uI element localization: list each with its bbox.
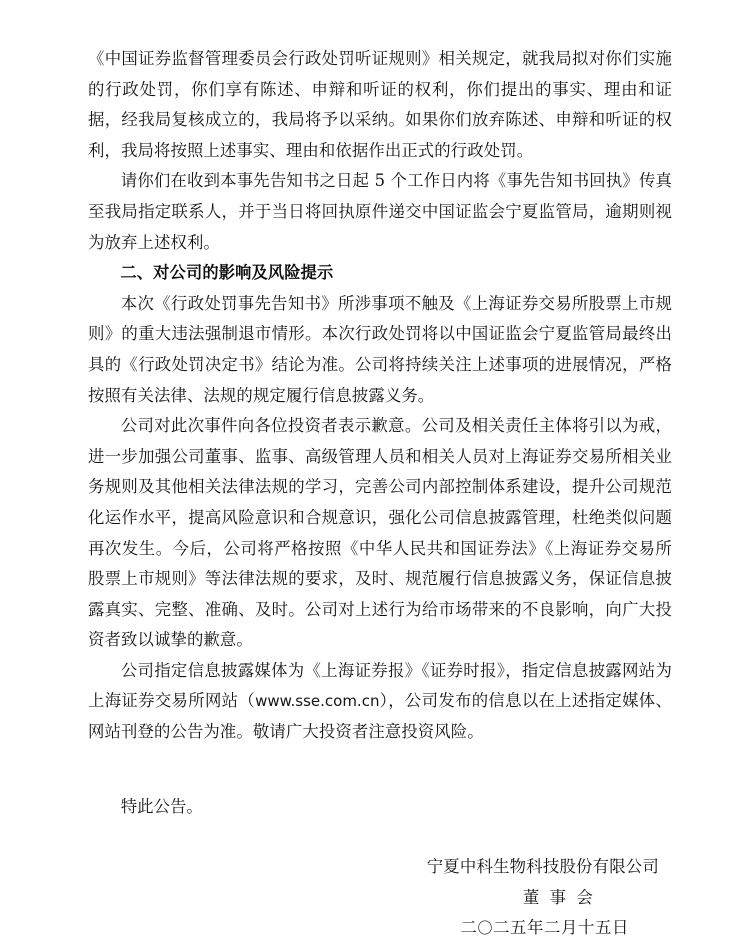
date-year-rest: 二五年二月十五日: [493, 918, 629, 938]
board-char-2: 事: [549, 887, 567, 907]
document-body: [88, 44, 672, 938]
closing-spacer: [88, 748, 672, 792]
date-year-prefix: 二: [460, 918, 478, 938]
paragraph-receipt-deadline-text-before: 请你们在收到本事先告知书之日起: [120, 171, 370, 191]
paragraph-apology-and-governance: 公司对此次事件向各位投资者表示歉意。公司及相关责任主体将引以为戒，进一步加强公司董事、监事、高级管理人员和相关人员对上海证券交易所相关业务规则及其他相关法律法规的学习，完善公司内部控制体系建设，提升公司规范化运作水平，提高风险意识和合规意识，强化公司信息披露管理，杜绝类似问题再次发生。今后，公司将严格按照《中华人民共和国证券法》《上海证券交易所股票上市规则》等法律法规的要求，及时、规范履行信息披露义务，保证信息披露真实、完整、准确、及时。公司对上述行为给市场带来的不良影响，向广大投资者致以诚挚的歉意。: [88, 416, 672, 650]
designated-media-text-before: 公司指定信息披露媒体为《上海证券报》《证券时报》，指定信息披露网站为上海证券交易所网站（: [88, 660, 672, 711]
heading-impact-and-risk: 二、对公司的影响及风险提示: [120, 263, 334, 283]
paragraph-delisting-scope: 本次《行政处罚事先告知书》所涉事项不触及《上海证券交易所股票上市规则》的重大违法强制退市情形。本次行政处罚将以中国证监会宁夏监管局最终出具的《行政处罚决定书》结论为准。公司将持续关注上述事项的进展情况，严格按照有关法律、法规的规定履行信息披露义务。: [88, 293, 672, 405]
board-char-3: 会: [576, 887, 593, 907]
designated-media-text-after: ），公司发布的信息以在上述指定媒体、网站刊登的公告为准。敬请广大投资者注意投资风险。: [88, 691, 672, 742]
board-char-1: 董: [522, 887, 540, 907]
working-days-number: 5: [374, 171, 386, 191]
date-year-zero: 〇: [477, 919, 494, 938]
paragraph-designated-media: [88, 656, 672, 748]
paragraph-receipt-deadline: [88, 166, 672, 258]
signatory-board-label: [88, 883, 659, 914]
signature-block: [88, 852, 672, 938]
signature-date: [88, 913, 659, 938]
paragraph-hearing-rights: 《中国证券监督管理委员会行政处罚听证规则》相关规定，就我局拟对你们实施的行政处罚，你们享有陈述、申辩和听证的权利，你们提出的事实、理由和证据，经我局复核成立的，我局将予以采纳。如果你们放弃陈述、申辩和听证的权利，我局将按照上述事实、理由和依据作出正式的行政处罚。: [88, 49, 672, 160]
sse-website-url: www.sse.com.cn: [255, 692, 380, 711]
signature-spacer: [88, 822, 672, 852]
closing-statement: 特此公告。: [120, 796, 203, 816]
signatory-company-name: 宁夏中科生物科技股份有限公司: [426, 857, 659, 877]
paragraph-receipt-deadline-text-after: 个工作日内将《事先告知书回执》传真至我局指定联系人，并于当日将回执原件递交中国证监会宁夏监管局，逾期则视为放弃上述权利。: [88, 171, 673, 252]
